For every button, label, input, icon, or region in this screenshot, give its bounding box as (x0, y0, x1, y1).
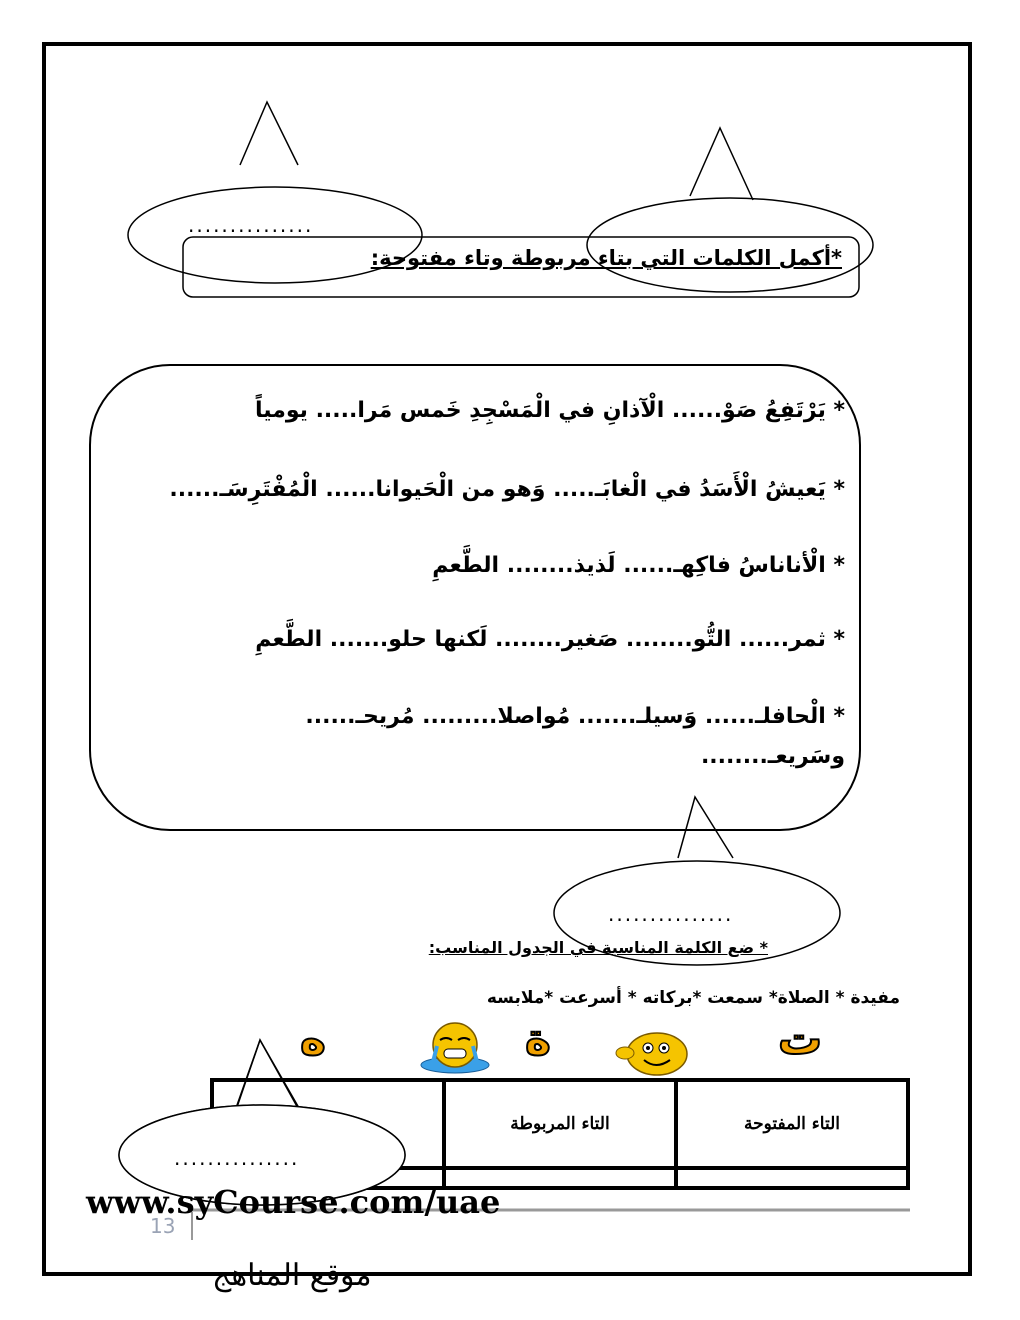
exercise-title: *أكمل الكلمات التي بتاء مربوطة وتاء مفتوحة: (370, 246, 842, 270)
glyph-taa-marbuta: ة (525, 1014, 551, 1065)
sentence-3: * الْأناناسُ فاكِهـ...... لَذيذ........ الطَّعمِ (432, 553, 845, 578)
footer-site-name: موقع المناهج (212, 1258, 372, 1293)
sentence-1: * يَرْتَفِعُ صَوْ...... الْآذانِ في الْمَسْجِدِ خَمس مَرا..... يومياً (255, 398, 845, 423)
sentence-5: * الْحافلـ...... وَسيلـ....... مُواصلا......... مُريحـ...... (305, 704, 845, 729)
sentence-4: * ثمر...... التُّو........ صَغير........ لَكنها حلو....... الطَّعمِ (255, 627, 845, 652)
callout-dots-4: ............... (174, 1146, 300, 1170)
page-number: 13 (150, 1214, 176, 1238)
glyph-open-taa: ت (778, 1014, 823, 1065)
callout-dots-3: ............... (608, 902, 734, 926)
sentence-5-continued: وسَريعـ........ (700, 744, 845, 769)
sentence-2: * يَعيشُ الْأَسَدُ في الْغابَـ..... وَهو من الْحَيوانا...... الْمُفْتَرِسَـ...... (169, 477, 845, 502)
footer-url[interactable]: www.syCourse.com/uae (86, 1183, 501, 1221)
header-open-taa: التاء المفتوحة (676, 1080, 908, 1168)
header-taa-marbuta: التاء المربوطة (444, 1080, 676, 1168)
glyph-haa: ه (300, 1014, 326, 1065)
table-instruction: * ضع الكلمة المناسبة في الجدول المناسب: (428, 938, 768, 957)
word-bank: مفيدة * الصلاة* سمعت *بركاته * أسرعت *ملابسه (486, 988, 900, 1008)
callout-dots-1: ............... (188, 213, 314, 237)
